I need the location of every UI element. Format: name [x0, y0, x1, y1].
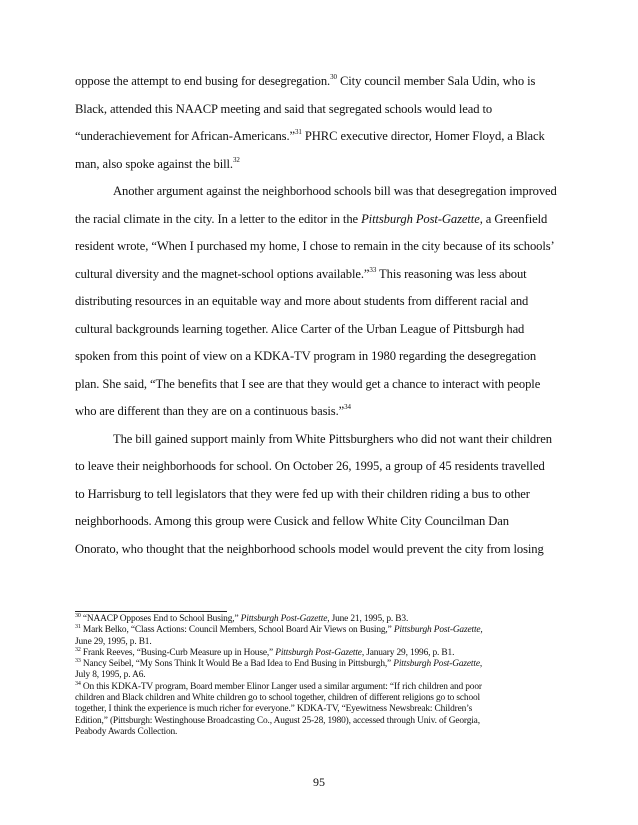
body-line: [75, 68, 567, 96]
footnote-line: [75, 625, 570, 636]
body-line: [75, 536, 567, 564]
body-line: [75, 288, 567, 316]
text-run: cultural backgrounds learning together. Alice Carter of the Urban League of Pittsburgh had: [75, 321, 525, 336]
body-line: [75, 426, 567, 454]
text-run: July 8, 1995, p. A6.: [75, 670, 146, 681]
text-run: the racial climate in the city. In a letter to the editor in the: [75, 211, 362, 226]
text-run: Mark Belko, “Class Actions: Council Members, School Board Air Views on Busing,”: [80, 625, 394, 636]
italic-title: Pittsburgh Post-Gazette: [275, 647, 362, 658]
footnote-ref: 33: [75, 658, 81, 665]
italic-title: Pittsburgh Post-Gazette: [393, 625, 481, 636]
italic-title: Pittsburgh Post-Gazette: [240, 614, 328, 624]
body-line: [75, 508, 567, 536]
body-line: [75, 398, 567, 426]
body-line: [75, 453, 567, 481]
body-text: [75, 68, 567, 563]
text-run: together, I think the experience is much richer for everyone.” KDKA-TV, “Eyewitness Newsbreak: Children’s: [75, 704, 473, 715]
body-line: [75, 206, 567, 234]
footnote-ref: 30: [75, 613, 81, 619]
footnote-ref: 32: [232, 155, 240, 164]
text-run: children and Black children and White children go to school together, children of different religions go to school: [75, 693, 480, 704]
body-line: [75, 261, 567, 289]
footnote-line: [75, 614, 570, 625]
italic-title: Pittsburgh Post-Gazette: [361, 211, 480, 226]
body-line: [75, 316, 567, 344]
body-line: [75, 123, 567, 151]
text-run: “underachievement for African-Americans.”: [75, 129, 296, 143]
text-run: On this KDKA-TV program, Board member Elinor Langer used a similar argument: “If rich children and poor: [80, 681, 482, 692]
text-run: This reasoning was less about: [376, 266, 527, 281]
text-run: ,: [479, 659, 483, 670]
text-run: Peabody Awards Collection.: [75, 726, 178, 737]
text-run: Nancy Seibel, “My Sons Think It Would Be a Bad Idea to End Busing in Pittsburgh,”: [80, 659, 394, 670]
body-line: [75, 371, 567, 399]
text-run: PHRC executive director, Homer Floyd, a Black: [301, 129, 545, 143]
footnote-line: [75, 637, 570, 648]
text-run: to leave their neighborhoods for school. On October 26, 1995, a group of 45 residents travelled: [75, 459, 545, 473]
footnote-line: [75, 704, 570, 715]
text-run: June 29, 1995, p. B1.: [75, 636, 152, 647]
text-run: oppose the attempt to end busing for desegregation.: [75, 74, 331, 88]
text-run: Frank Reeves, “Busing-Curb Measure up in House,”: [80, 647, 276, 658]
text-run: plan. She said, “The benefits that I see are that they would get a chance to interact with people: [75, 376, 541, 391]
body-line: [75, 233, 567, 261]
text-run: , January 29, 1996, p. B1.: [361, 647, 455, 658]
text-run: cultural diversity and the magnet-school options available.”: [75, 266, 370, 281]
body-line: [75, 151, 567, 179]
footnote-ref: 31: [75, 624, 81, 631]
text-run: man, also spoke against the bill.: [75, 156, 233, 171]
text-run: , a Greenfield: [479, 211, 548, 226]
text-run: to Harrisburg to tell legislators that they were fed up with their children riding a bus to other: [75, 486, 530, 501]
footnote-ref: 31: [295, 128, 302, 136]
text-run: , June 21, 1995, p. B3.: [327, 614, 409, 624]
text-run: Another argument against the neighborhood schools bill was that desegregation improved: [113, 184, 557, 198]
text-run: Edition,” (Pittsburgh: Westinghouse Broadcasting Co., August 25-28, 1980), accessed through Univ. of Georgia,: [75, 715, 480, 726]
text-run: The bill gained support mainly from White Pittsburghers who did not want their children: [113, 431, 552, 446]
text-run: City council member Sala Udin, who is: [336, 74, 536, 88]
footnote-line: [75, 716, 570, 727]
body-line: [75, 343, 567, 371]
footnote-ref: 34: [344, 403, 351, 411]
text-run: Onorato, who thought that the neighborhood schools model would prevent the city from losing: [75, 541, 544, 556]
text-run: resident wrote, “When I purchased my home, I chose to remain in the city because of its schools’: [75, 239, 555, 253]
text-run: “NAACP Opposes End to School Busing,”: [80, 614, 241, 624]
text-run: neighborhoods. Among this group were Cusick and fellow White City Councilman Dan: [75, 514, 509, 528]
text-run: spoken from this point of view on a KDKA-TV program in 1980 regarding the desegregation: [75, 349, 537, 363]
body-line: [75, 178, 567, 206]
footnote-line: [75, 659, 570, 670]
text-run: who are different than they are on a continuous basis.”: [75, 404, 345, 418]
text-run: distributing resources in an equitable way and more about students from different racial and: [75, 294, 529, 308]
italic-title: Pittsburgh Post-Gazette: [393, 659, 480, 670]
footnote-separator: [75, 611, 227, 612]
footnote-line: [75, 682, 570, 693]
footnote-line: [75, 693, 570, 704]
footnote-line: [75, 670, 570, 681]
body-line: [75, 481, 567, 509]
body-line: [75, 96, 567, 124]
footnote-ref: 34: [75, 680, 81, 687]
page-number: 95: [313, 775, 325, 789]
footnote-line: [75, 727, 570, 738]
text-run: ,: [480, 625, 483, 636]
footnotes: [75, 614, 570, 738]
footnote-ref: 33: [369, 265, 377, 274]
footnote-ref: 30: [330, 73, 337, 81]
footnote-line: [75, 648, 570, 659]
text-run: Black, attended this NAACP meeting and said that segregated schools would lead to: [75, 101, 493, 116]
footnote-ref: 32: [75, 646, 81, 653]
